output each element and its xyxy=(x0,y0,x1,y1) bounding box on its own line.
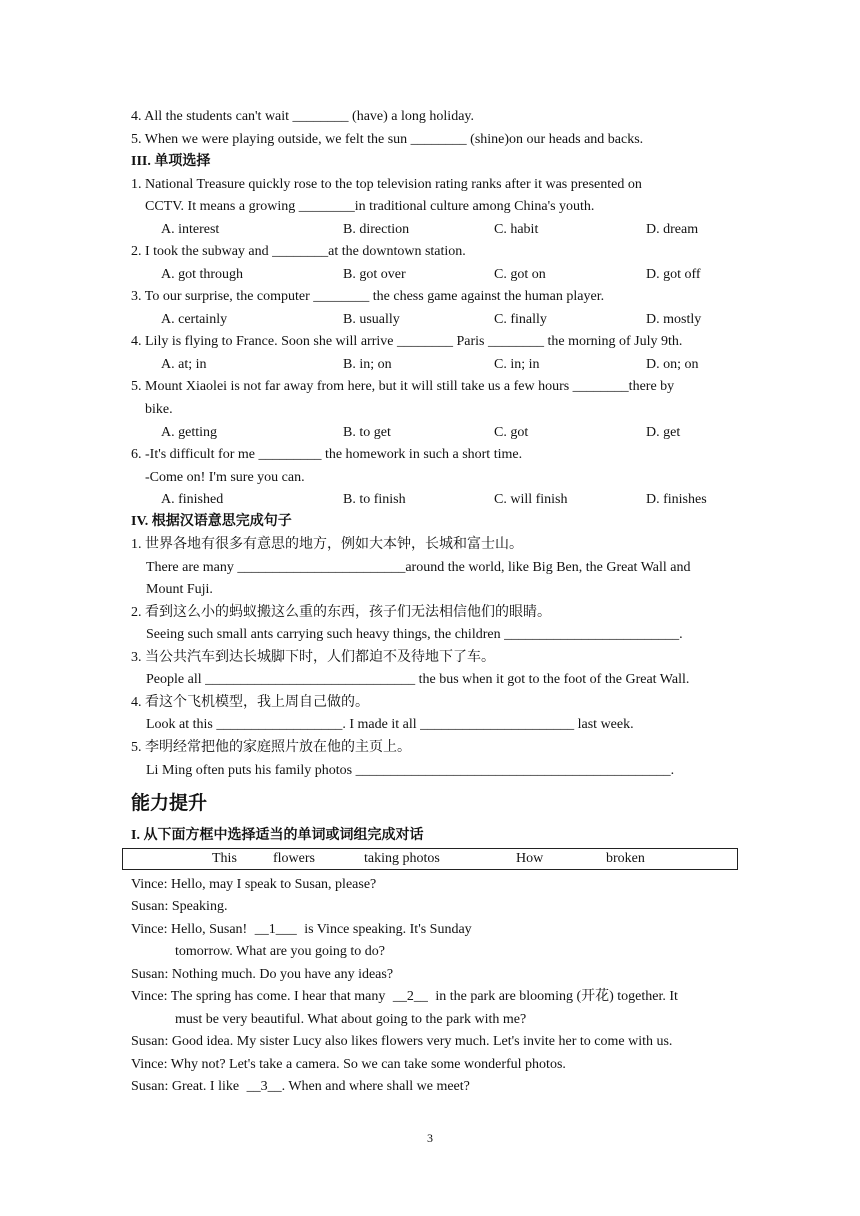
mc-q6-option-d: D. finishes xyxy=(646,492,707,507)
mc-q1-option-b: B. direction xyxy=(343,222,410,237)
dialogue-line-cont: must be very beautiful. What about going to the park with me? xyxy=(175,1012,527,1027)
mc-q5-line1: 5. Mount Xiaolei is not far away from here, but it will still take us a few hours ________there by xyxy=(131,379,675,394)
mc-q2-option-a: A. got through xyxy=(161,267,244,282)
blank-2: __2__ xyxy=(392,989,428,1004)
mc-q5-option-d: D. get xyxy=(646,425,681,440)
mc-q6-option-a: A. finished xyxy=(161,492,224,507)
dialogue-line: Susan: Speaking. xyxy=(131,899,228,914)
translate-s3-english: People all ______________________________ the bus when it got to the foot of the Great Wall. xyxy=(146,672,690,687)
translate-s4-english: Look at this __________________. I made it all ______________________ last week. xyxy=(146,717,634,732)
dialogue-text: Susan: Great. I like xyxy=(131,1079,240,1094)
mc-q5-option-c: C. got xyxy=(494,425,529,440)
word-bank-item: taking photos xyxy=(364,851,440,866)
mc-q5-option-a: A. getting xyxy=(161,425,217,440)
dialogue-line xyxy=(131,921,472,939)
word-bank-item: How xyxy=(516,851,544,866)
mc-q5-option-b: B. to get xyxy=(343,425,391,440)
mc-q4: 4. Lily is flying to France. Soon she will arrive ________ Paris ________ the morning of July 9th. xyxy=(131,334,683,349)
translate-s4-chinese: 4. 看这个飞机模型，我上周自己做的。 xyxy=(131,695,369,710)
word-bank-item: flowers xyxy=(273,851,315,866)
dialogue-line: Vince: Hello, may I speak to Susan, please? xyxy=(131,877,377,892)
dialogue-line xyxy=(131,988,678,1006)
mc-q3: 3. To our surprise, the computer ________ the chess game against the human player. xyxy=(131,289,605,304)
mc-q4-option-d: D. on; on xyxy=(646,357,699,372)
mc-q1-option-c: C. habit xyxy=(494,222,539,237)
mc-q1-line1: 1. National Treasure quickly rose to the top television rating ranks after it was presented on xyxy=(131,177,642,192)
mc-q2: 2. I took the subway and ________at the downtown station. xyxy=(131,244,466,259)
dialogue-text: Vince: Hello, Susan! xyxy=(131,922,248,937)
mc-q3-option-c: C. finally xyxy=(494,312,547,327)
mc-q1-option-a: A. interest xyxy=(161,222,220,237)
dialogue-line: Vince: Why not? Let's take a camera. So we can take some wonderful photos. xyxy=(131,1057,566,1072)
dialogue-text: in the park are blooming (开花) together. It xyxy=(435,989,678,1004)
dialogue-text: is Vince speaking. It's Sunday xyxy=(304,922,472,937)
translate-s1-chinese: 1. 世界各地有很多有意思的地方，例如大本钟，长城和富士山。 xyxy=(131,537,523,552)
dialogue-line: Susan: Good idea. My sister Lucy also likes flowers very much. Let's invite her to come with us. xyxy=(131,1034,673,1049)
mc-q6-option-b: B. to finish xyxy=(343,492,406,507)
dialogue-text: Vince: The spring has come. I hear that many xyxy=(131,989,386,1004)
question-4-fill: 4. All the students can't wait ________ (have) a long holiday. xyxy=(131,109,474,124)
mc-q4-option-b: B. in; on xyxy=(343,357,392,372)
mc-q4-option-c: C. in; in xyxy=(494,357,540,372)
mc-q1-option-d: D. dream xyxy=(646,222,699,237)
ability-part1-heading: I. 从下面方框中选择适当的单词或词组完成对话 xyxy=(131,828,424,843)
translate-s1-english: There are many ________________________around the world, like Big Ben, the Great Wall and xyxy=(146,560,691,575)
translate-s5-chinese: 5. 李明经常把他的家庭照片放在他的主页上。 xyxy=(131,740,411,755)
mc-q3-option-d: D. mostly xyxy=(646,312,702,327)
mc-q2-option-d: D. got off xyxy=(646,267,701,282)
blank-1: __1___ xyxy=(254,922,297,937)
section-4-heading: IV. 根据汉语意思完成句子 xyxy=(131,514,292,529)
question-5-fill: 5. When we were playing outside, we felt the sun ________ (shine)on our heads and backs. xyxy=(131,132,644,147)
translate-s5-english: Li Ming often puts his family photos _____________________________________________. xyxy=(146,763,675,778)
mc-q4-option-a: A. at; in xyxy=(161,357,207,372)
translate-s2-english: Seeing such small ants carrying such heavy things, the children _________________________. xyxy=(146,627,683,642)
mc-q6-line1: 6. -It's difficult for me _________ the homework in such a short time. xyxy=(131,447,523,462)
translate-s3-chinese: 3. 当公共汽车到达长城脚下时，人们都迫不及待地下了车。 xyxy=(131,650,495,665)
mc-q5-line2: bike. xyxy=(145,402,173,417)
dialogue-line-cont: tomorrow. What are you going to do? xyxy=(175,944,385,959)
mc-q6-option-c: C. will finish xyxy=(494,492,568,507)
section-3-heading: III. 单项选择 xyxy=(131,154,211,169)
mc-q6-line2: -Come on! I'm sure you can. xyxy=(145,470,305,485)
dialogue-text: . When and where shall we meet? xyxy=(281,1079,470,1094)
mc-q2-option-c: C. got on xyxy=(494,267,546,282)
dialogue-line xyxy=(131,1078,470,1096)
word-bank-item: broken xyxy=(606,851,645,866)
mc-q3-option-b: B. usually xyxy=(343,312,400,327)
translate-s1-english-cont: Mount Fuji. xyxy=(146,582,213,597)
blank-3: __3__ xyxy=(246,1079,282,1094)
dialogue-line: Susan: Nothing much. Do you have any ideas? xyxy=(131,967,394,982)
page-number: 3 xyxy=(427,1131,433,1145)
word-bank-item: This xyxy=(212,851,237,866)
mc-q2-option-b: B. got over xyxy=(343,267,406,282)
mc-q1-line2: CCTV. It means a growing ________in traditional culture among China's youth. xyxy=(145,199,595,214)
ability-title: 能力提升 xyxy=(131,792,208,814)
translate-s2-chinese: 2. 看到这么小的蚂蚁搬这么重的东西，孩子们无法相信他们的眼睛。 xyxy=(131,605,551,620)
mc-q3-option-a: A. certainly xyxy=(161,312,228,327)
